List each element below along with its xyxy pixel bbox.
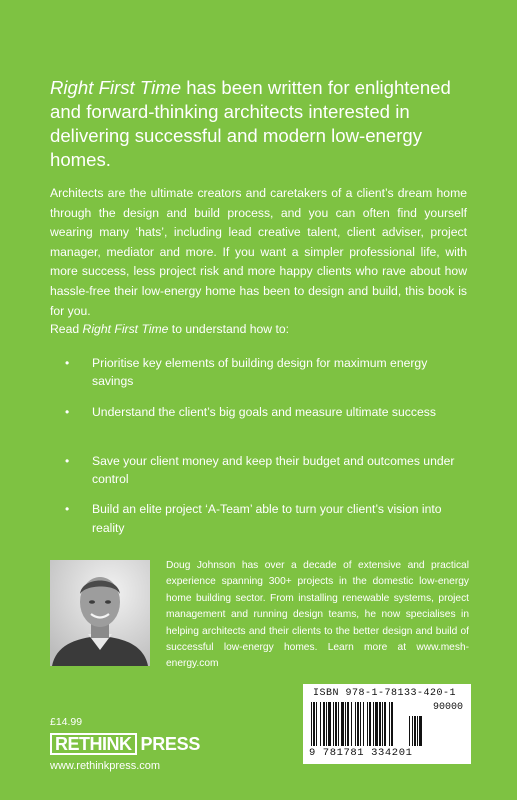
list-item-text: Understand the client’s big goals and measure ultimate success — [92, 404, 436, 419]
logo-rethink: RETHINK — [50, 733, 137, 755]
barcode-bar — [345, 702, 346, 746]
read-line — [50, 320, 470, 338]
barcode-bar — [419, 716, 422, 746]
barcode-bars-icon — [311, 702, 439, 748]
barcode-bar — [367, 702, 368, 746]
bullet-icon: • — [65, 502, 70, 517]
read-suffix: to understand how to: — [168, 322, 290, 336]
list-item — [50, 354, 470, 391]
barcode-bar — [347, 702, 349, 746]
list-item-text: Prioritise key elements of building design for maximum energy savings — [92, 356, 428, 389]
bullet-icon: • — [65, 356, 70, 370]
author-bio: Doug Johnson has over a decade of extensive and practical experience spanning 300+ projects in the domestic low-energy home building sector. From installing renewable systems, project management and running design teams, he now specialises in helping architects and their clients to the better design and build of successful low-energy homes. Learn more at www.mesh-energy.com — [166, 560, 469, 670]
barcode-bar — [311, 702, 312, 746]
barcode-bar — [363, 702, 364, 746]
read-title: Right First Time — [82, 322, 169, 336]
isbn-text: ISBN 978-1-78133-420-1 — [313, 688, 457, 699]
price-code: 90000 — [432, 702, 463, 713]
barcode-bar — [313, 702, 315, 746]
barcode-bar — [338, 702, 339, 746]
barcode-bar — [328, 702, 331, 746]
barcode-bar — [389, 702, 390, 746]
read-prefix: Read — [50, 322, 83, 336]
author-portrait-icon — [50, 560, 150, 666]
barcode-bar — [391, 702, 393, 746]
barcode-bar — [335, 702, 337, 746]
barcode-bar — [320, 702, 321, 746]
intro-text: has been written for enlightened and forward-thinking architects interested in delivering successful and modern low-energy homes. — [50, 77, 451, 170]
benefits-list — [50, 354, 470, 549]
barcode-bar — [409, 716, 410, 746]
barcode-bar — [369, 702, 371, 746]
price: £14.99 — [50, 716, 83, 728]
barcode-bar — [412, 716, 413, 746]
barcode-bar — [379, 702, 381, 746]
list-item-text: Save your client money and keep their budget and outcomes under control — [92, 453, 455, 486]
barcode-bar — [373, 702, 374, 746]
author-photo — [50, 560, 150, 666]
ean-digits: 9 781781 334201 — [309, 747, 413, 759]
barcode-bar — [417, 716, 418, 746]
barcode — [303, 684, 471, 764]
barcode-bar — [341, 702, 344, 746]
intro-paragraph — [50, 76, 470, 172]
barcode-bar — [360, 702, 361, 746]
book-title: Right First Time — [50, 77, 182, 98]
barcode-bar — [384, 702, 386, 746]
barcode-bar — [316, 702, 317, 746]
bullet-icon: • — [65, 404, 70, 419]
publisher-logo — [50, 733, 200, 755]
barcode-bar — [357, 702, 359, 746]
barcode-bar — [375, 702, 378, 746]
barcode-bar — [382, 702, 383, 746]
list-item — [50, 500, 470, 537]
barcode-bar — [355, 702, 356, 746]
barcode-bar — [323, 702, 325, 746]
publisher-website: www.rethinkpress.com — [50, 760, 161, 772]
logo-press: PRESS — [140, 734, 201, 754]
barcode-bar — [333, 702, 334, 746]
description-paragraph: Architects are the ultimate creators and caretakers of a client’s dream home through the design and build process, and you can often find yourself wearing many ‘hats’, including lead creative talent, client adviser, project manager, mediator and more. If you want a simpler professional life, with more success, less project risk and more happy clients who rave about how hassle-free their low-energy home has been to design and build, this book is for you. — [50, 186, 467, 318]
list-item — [50, 403, 470, 440]
barcode-bar — [414, 716, 416, 746]
barcode-bar — [351, 702, 352, 746]
barcode-bar — [326, 702, 327, 746]
bullet-icon: • — [65, 453, 70, 468]
list-item — [50, 452, 470, 489]
list-item-text: Build an elite project ‘A-Team’ able to turn your client’s vision into reality — [92, 502, 442, 535]
